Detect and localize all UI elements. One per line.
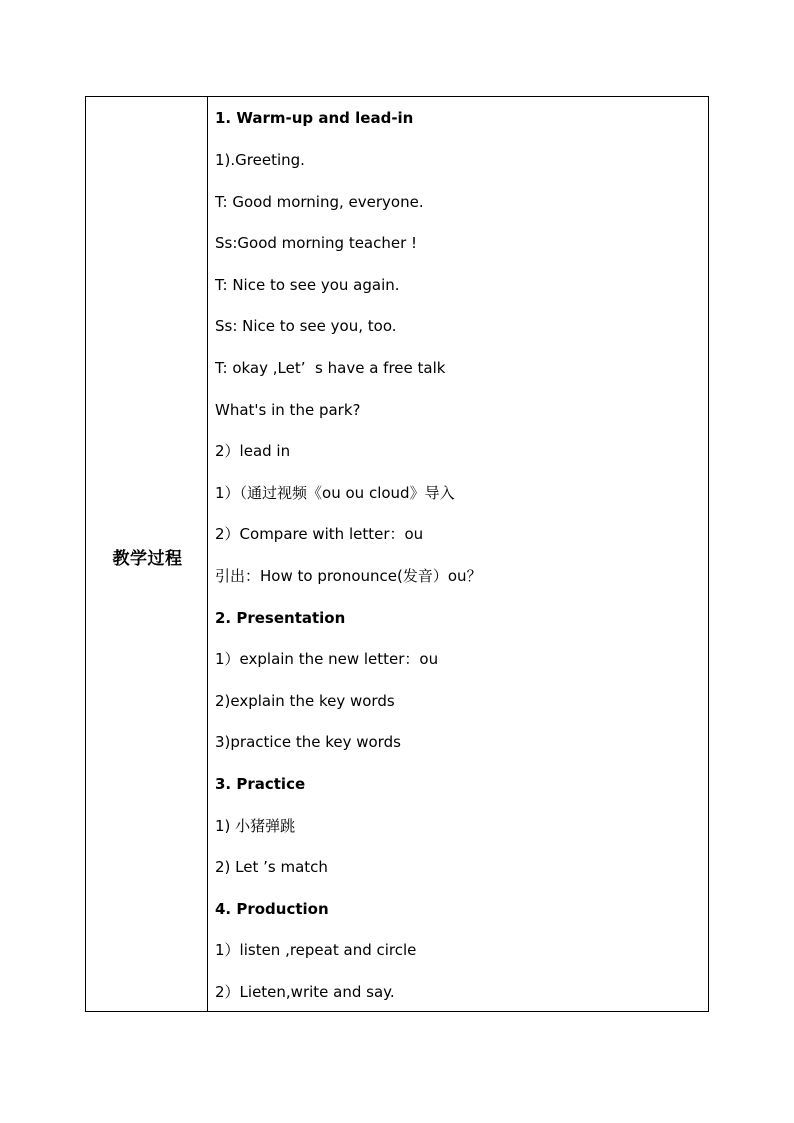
content-line: 1）listen ,repeat and circle bbox=[215, 941, 417, 959]
label-cell bbox=[86, 97, 208, 1011]
content-line: 引出：How to pronounce(发音）ou？ bbox=[215, 567, 482, 585]
content-line: T: okay ,Let’ s have a free talk bbox=[215, 359, 446, 377]
content-line: Ss:Good morning teacher ! bbox=[215, 234, 418, 252]
content-line: 2）Compare with letter：ou bbox=[215, 525, 424, 543]
content-line: 3)practice the key words bbox=[215, 733, 401, 751]
content-line: T: Good morning, everyone. bbox=[215, 193, 424, 211]
lesson-process-table bbox=[85, 96, 709, 1012]
content-line: 1）（通过视频《ou ou cloud》导入 bbox=[215, 484, 455, 502]
content-line: 2）lead in bbox=[215, 442, 291, 460]
content-line: 1).Greeting. bbox=[215, 151, 305, 169]
content-line: 2)explain the key words bbox=[215, 692, 395, 710]
content-line: 2) Let ’s match bbox=[215, 858, 328, 876]
step-heading: 2. Presentation bbox=[215, 609, 346, 627]
content-line: Ss: Nice to see you, too. bbox=[215, 317, 397, 335]
content-line: 1) 小猪弹跳 bbox=[215, 817, 296, 835]
content-cell bbox=[208, 97, 708, 1011]
content-line: T: Nice to see you again. bbox=[215, 276, 400, 294]
content-line: 2）Lieten,write and say. bbox=[215, 983, 395, 1001]
step-heading: 1. Warm-up and lead-in bbox=[215, 109, 414, 127]
step-heading: 3. Practice bbox=[215, 775, 306, 793]
section-label: 教学过程 bbox=[112, 548, 183, 569]
content-line: 1）explain the new letter：ou bbox=[215, 650, 439, 668]
content-line: What's in the park? bbox=[215, 401, 361, 419]
step-heading: 4. Production bbox=[215, 900, 329, 918]
